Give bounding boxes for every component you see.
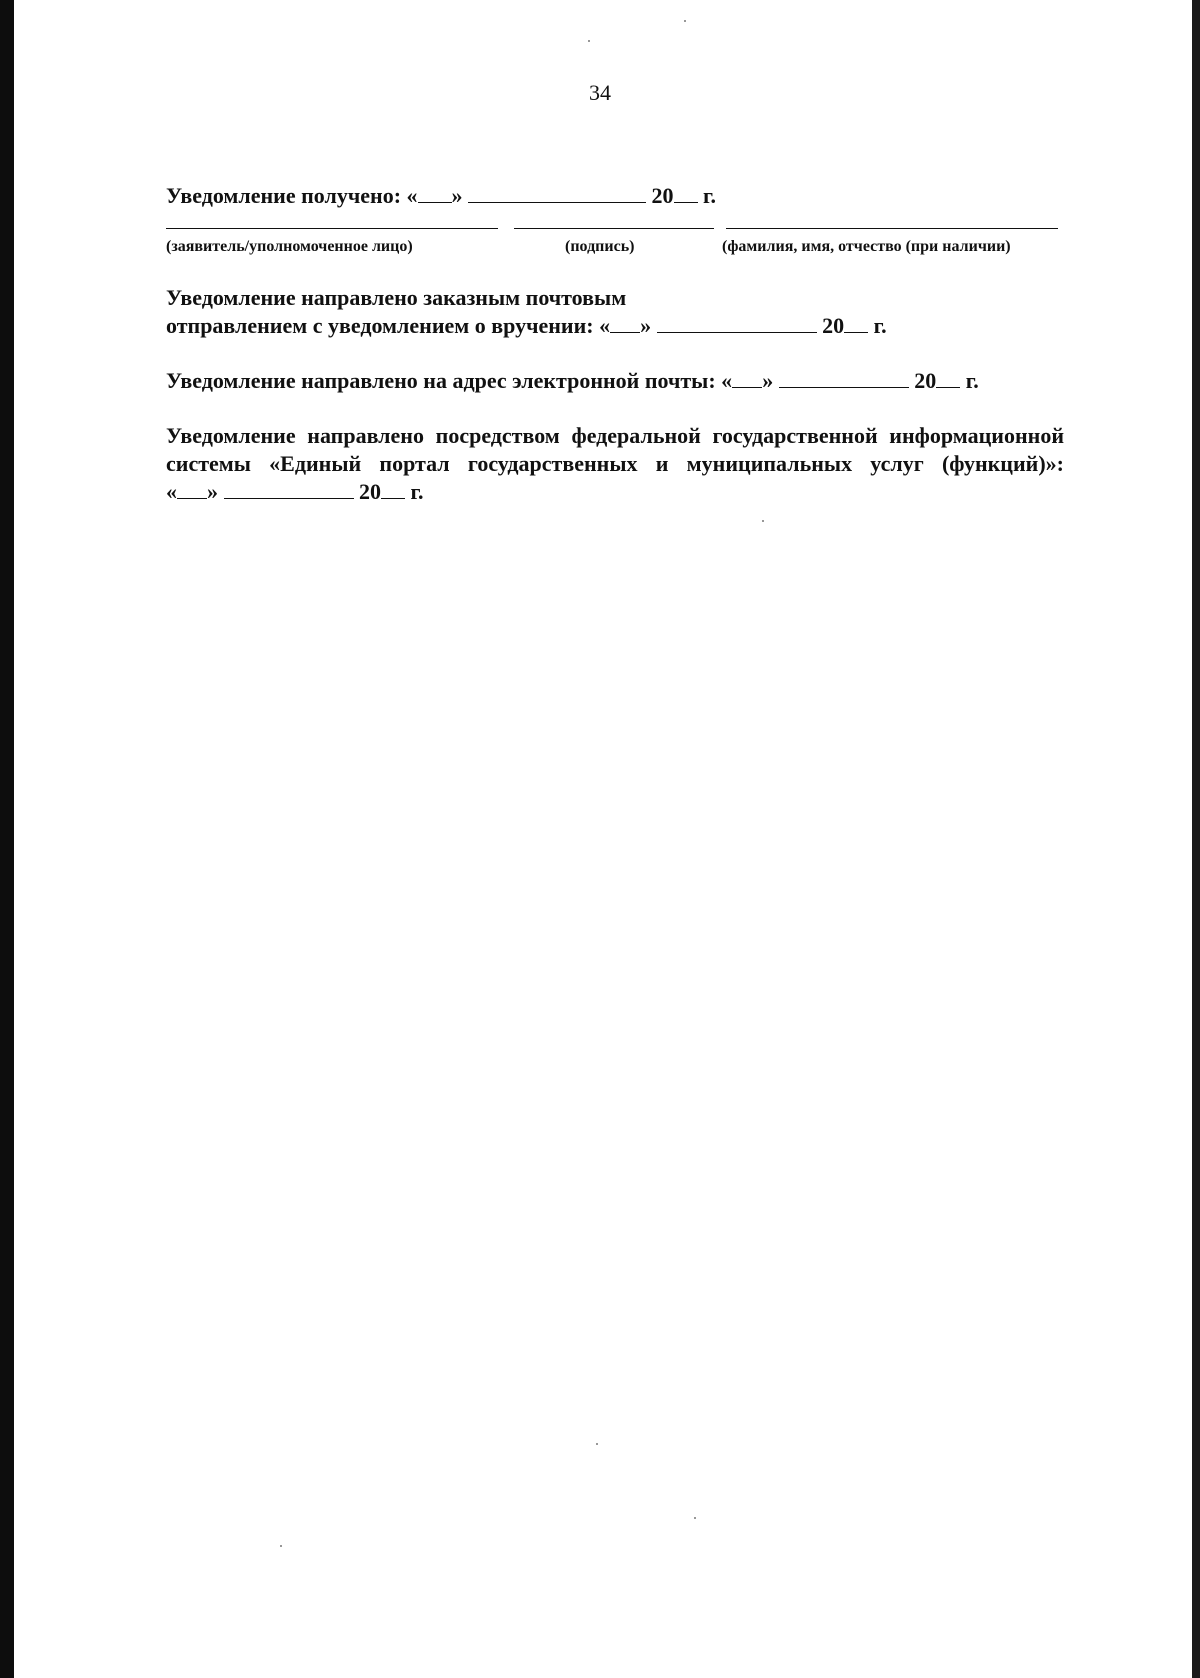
scan-right-edge [1192, 0, 1200, 1678]
year-suffix: г. [960, 368, 979, 393]
year-suffix: г. [405, 479, 424, 504]
received-line [166, 182, 716, 210]
portal-line-3 [166, 478, 424, 506]
scan-speck [694, 1517, 696, 1519]
open-quote: « [166, 479, 177, 504]
day-blank [732, 369, 762, 388]
applicant-line [166, 228, 498, 229]
page-number: 34 [589, 80, 611, 105]
year-blank [936, 369, 960, 388]
year-prefix: 20 [914, 368, 937, 393]
day-blank [177, 480, 207, 499]
mail-line-1: Уведомление направлено заказным почтовым [166, 285, 627, 310]
month-blank [657, 314, 817, 333]
close-quote: » [207, 479, 218, 504]
day-blank [610, 314, 640, 333]
scan-speck [596, 1443, 598, 1445]
email-label: Уведомление направлено на адрес электронной почты: « [166, 368, 733, 393]
full-name-line [726, 228, 1058, 229]
caption-full-name: (фамилия, имя, отчество (при наличии) [722, 238, 1011, 255]
year-suffix: г. [868, 313, 887, 338]
portal-line-1: Уведомление направлено посредством федеральной государственной информационной [166, 423, 1064, 448]
month-blank [779, 369, 909, 388]
year-prefix: 20 [651, 183, 674, 208]
signature-line [514, 228, 714, 229]
month-blank [224, 480, 354, 499]
scan-speck [280, 1545, 282, 1547]
mail-line-2 [166, 312, 887, 340]
year-blank [844, 314, 868, 333]
close-quote: » [640, 313, 652, 338]
email-line [166, 367, 979, 395]
portal-line-2: системы «Единый портал государственных и муниципальных услуг (функций)»: [166, 451, 1064, 476]
year-blank [674, 184, 698, 203]
scan-speck [588, 40, 590, 42]
month-blank [468, 184, 646, 203]
day-blank [418, 184, 452, 203]
year-prefix: 20 [359, 479, 381, 504]
mail-label: отправлением с уведомлением о вручении: « [166, 313, 611, 338]
caption-signature: (подпись) [565, 238, 635, 255]
received-label: Уведомление получено: « [166, 183, 418, 208]
close-quote: » [762, 368, 774, 393]
scan-speck [684, 20, 686, 22]
year-prefix: 20 [822, 313, 845, 338]
caption-applicant: (заявитель/уполномоченное лицо) [166, 238, 413, 255]
signature-lines [166, 228, 1056, 232]
year-suffix: г. [697, 183, 717, 208]
close-quote: » [451, 183, 463, 208]
scan-left-edge [0, 0, 14, 1678]
year-blank [381, 480, 405, 499]
scan-speck [762, 520, 764, 522]
